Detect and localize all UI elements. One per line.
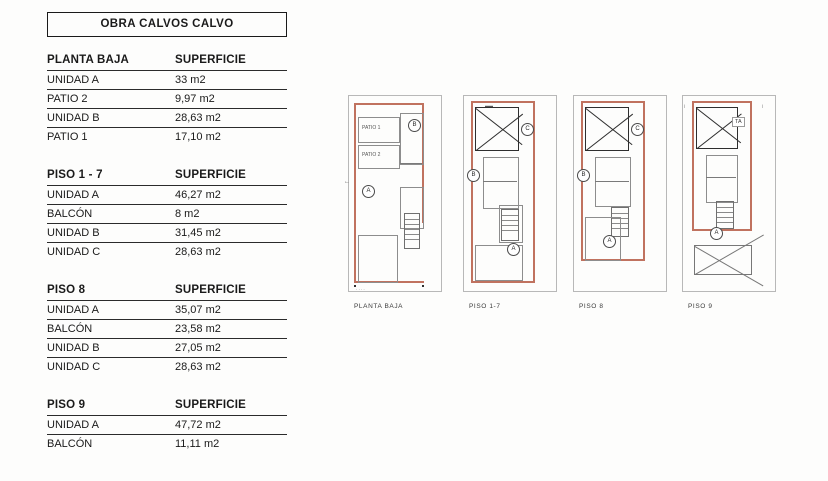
room-unit-a xyxy=(358,235,398,283)
row-label: BALCÓN xyxy=(47,208,93,220)
row-label: BALCÓN xyxy=(47,438,93,450)
row-value: 46,27 m2 xyxy=(175,189,221,201)
plan-caption: PLANTA BAJA xyxy=(354,303,404,310)
wall-bottom xyxy=(471,281,535,283)
unit-marker-b: B xyxy=(467,169,480,182)
column-header-floor: PISO 1 - 7 xyxy=(47,169,103,181)
floor-plan-piso-1-7 xyxy=(463,95,555,310)
column-header-floor: PLANTA BAJA xyxy=(47,54,130,66)
unit-marker-a: A xyxy=(710,227,723,240)
unit-marker-a: A xyxy=(362,185,375,198)
courtyard-hatch xyxy=(475,107,519,151)
room-tag: TA xyxy=(732,117,745,127)
row-label: PATIO 1 xyxy=(47,131,88,143)
table-header-row xyxy=(47,281,287,301)
wall-top xyxy=(471,101,535,103)
direction-arrow-icon: ← xyxy=(344,179,350,185)
stair-icon xyxy=(404,213,420,249)
unit-marker-a: A xyxy=(603,235,616,248)
row-label: UNIDAD A xyxy=(47,189,99,201)
table-piso-1-7 xyxy=(47,166,287,261)
surface-tables xyxy=(47,12,287,453)
table-piso-9 xyxy=(47,396,287,453)
row-value: 28,63 m2 xyxy=(175,246,221,258)
corner-marker xyxy=(422,285,424,287)
row-value: 31,45 m2 xyxy=(175,227,221,239)
wall-top xyxy=(354,103,424,105)
stair-icon xyxy=(501,209,519,241)
row-value: 8 m2 xyxy=(175,208,200,220)
room-note: ▬▬ xyxy=(485,103,493,108)
wall-left xyxy=(692,101,694,231)
row-value: 17,10 m2 xyxy=(175,131,221,143)
table-row xyxy=(47,339,287,358)
row-label: UNIDAD B xyxy=(47,112,100,124)
row-value: 35,07 m2 xyxy=(175,304,221,316)
table-row xyxy=(47,71,287,90)
row-value: 47,72 m2 xyxy=(175,419,221,431)
row-value: 28,63 m2 xyxy=(175,112,221,124)
row-label: UNIDAD A xyxy=(47,74,99,86)
row-value: 11,11 m2 xyxy=(175,438,220,450)
plan-caption: PISO 8 xyxy=(579,303,604,310)
table-header-row xyxy=(47,166,287,186)
row-value: 28,63 m2 xyxy=(175,361,221,373)
table-header-row xyxy=(47,51,287,71)
document-title: OBRA CALVOS CALVO xyxy=(47,12,287,37)
partition xyxy=(706,177,736,178)
column-header-floor: PISO 8 xyxy=(47,284,86,296)
room-unit-b xyxy=(483,157,519,209)
row-label: UNIDAD C xyxy=(47,246,101,258)
room-unit-b xyxy=(595,157,631,207)
row-label: UNIDAD C xyxy=(47,361,101,373)
table-piso-8 xyxy=(47,281,287,376)
plan-caption: PISO 1-7 xyxy=(469,303,501,310)
room-unit-a xyxy=(706,155,738,203)
wall-right xyxy=(750,101,752,231)
column-header-floor: PISO 9 xyxy=(47,399,86,411)
room-label-patio-2: PATIO 2 xyxy=(362,152,381,158)
table-row xyxy=(47,435,287,453)
row-value: 27,05 m2 xyxy=(175,342,221,354)
wall-left xyxy=(471,101,473,283)
partition xyxy=(483,181,517,182)
table-row xyxy=(47,224,287,243)
partition xyxy=(595,181,629,182)
table-row xyxy=(47,320,287,339)
row-value: 9,97 m2 xyxy=(175,93,215,105)
table-row xyxy=(47,205,287,224)
table-row xyxy=(47,128,287,146)
wall-top xyxy=(692,101,752,103)
table-row xyxy=(47,90,287,109)
column-header-surface: SUPERFICIE xyxy=(175,169,247,181)
edge-note: | xyxy=(762,103,764,108)
floor-plan-piso-8 xyxy=(573,95,665,310)
row-value: 33 m2 xyxy=(175,74,206,86)
table-row xyxy=(47,109,287,128)
unit-marker-c: C xyxy=(521,123,534,136)
row-label: BALCÓN xyxy=(47,323,93,335)
stair-icon xyxy=(716,201,734,229)
row-label: UNIDAD A xyxy=(47,419,99,431)
room-label-patio-1: PATIO 1 xyxy=(362,125,381,131)
row-label: UNIDAD B xyxy=(47,227,100,239)
corner-marker xyxy=(354,285,356,287)
floor-plan-planta-baja xyxy=(344,95,440,310)
wall-left xyxy=(354,103,356,283)
unit-marker-b: B xyxy=(577,169,590,182)
unit-marker-a: A xyxy=(507,243,520,256)
table-row xyxy=(47,301,287,320)
plan-caption: PISO 9 xyxy=(688,303,713,310)
row-value: 23,58 m2 xyxy=(175,323,221,335)
floor-plan-piso-9 xyxy=(682,95,774,310)
table-row xyxy=(47,416,287,435)
unit-marker-b: B xyxy=(408,119,421,132)
courtyard-hatch xyxy=(696,107,738,149)
column-header-surface: SUPERFICIE xyxy=(175,399,247,411)
courtyard-hatch xyxy=(585,107,629,151)
unit-marker-c: C xyxy=(631,123,644,136)
terrace-crosshatch xyxy=(694,245,752,275)
edge-note: | xyxy=(684,103,686,108)
wall-right xyxy=(643,101,645,261)
partition xyxy=(400,163,422,164)
row-label: UNIDAD B xyxy=(47,342,100,354)
table-header-row xyxy=(47,396,287,416)
floor-plan-drawings xyxy=(330,95,800,345)
table-planta-baja xyxy=(47,51,287,146)
column-header-surface: SUPERFICIE xyxy=(175,54,247,66)
table-row xyxy=(47,243,287,261)
table-row xyxy=(47,186,287,205)
dimension-note: · · · · xyxy=(356,287,365,292)
row-label: UNIDAD A xyxy=(47,304,99,316)
row-label: PATIO 2 xyxy=(47,93,88,105)
table-row xyxy=(47,358,287,376)
wall-top xyxy=(581,101,645,103)
column-header-surface: SUPERFICIE xyxy=(175,284,247,296)
